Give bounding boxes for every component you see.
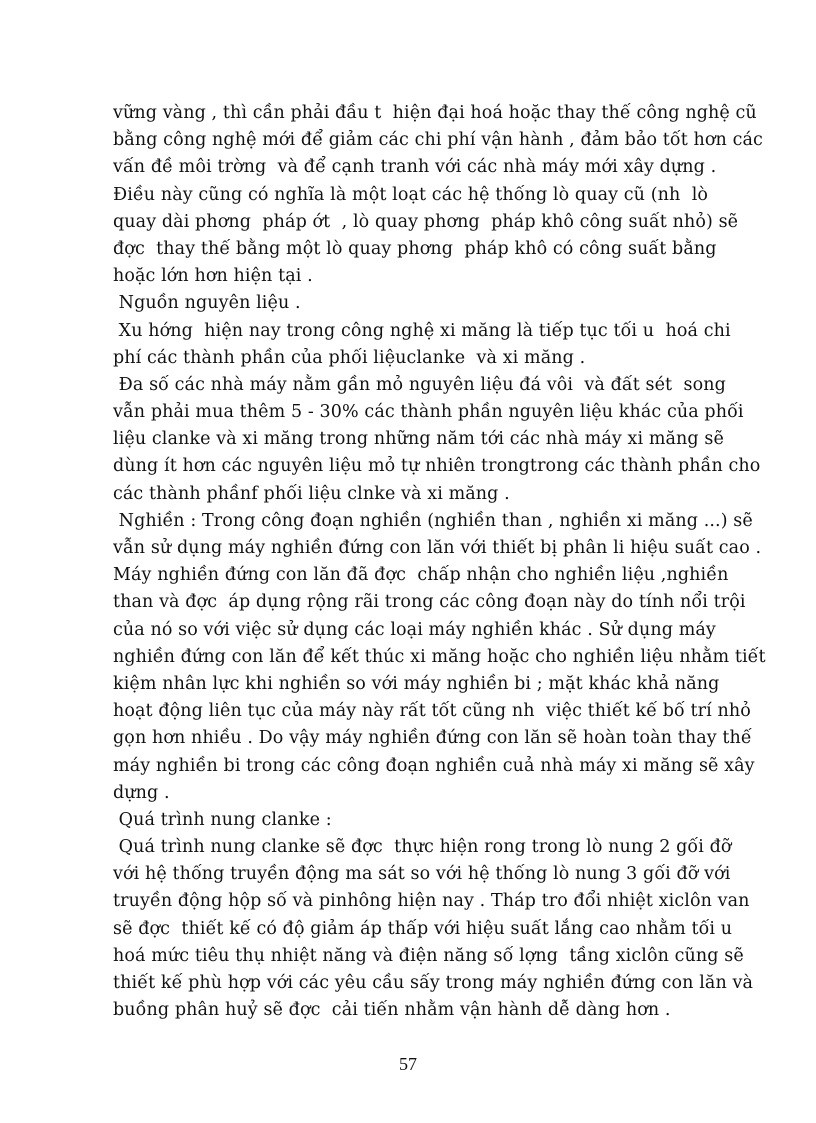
text-line: hoá mức tiêu thụ nhiệt năng và điện năng số lợng tầng xiclôn cũng sẽ bbox=[113, 945, 744, 966]
text-line: Xu hớng hiện nay trong công nghệ xi măng là tiếp tục tối u hoá chi bbox=[113, 320, 731, 341]
text-line: nghiền đứng con lăn để kết thúc xi măng hoặc cho nghiền liệu nhằm tiết bbox=[113, 646, 766, 667]
text-line: hoạt động liên tục của máy này rất tốt cũng nh việc thiết kế bố trí nhỏ bbox=[113, 701, 751, 722]
text-line: máy nghiền bi trong các công đoạn nghiền cuả nhà máy xi măng sẽ xây bbox=[113, 755, 755, 776]
text-line: dựng . bbox=[113, 782, 170, 803]
text-line: bằng công nghệ mới để giảm các chi phí vận hành , đảm bảo tốt hơn các bbox=[113, 130, 763, 151]
text-line: than và đợc áp dụng rộng rãi trong các công đoạn này do tính nổi trội bbox=[113, 592, 746, 613]
text-line: thiết kế phù hợp với các yêu cầu sấy trong máy nghiền đứng con lăn và bbox=[113, 973, 753, 993]
text-line: liệu clanke và xi măng trong những năm tới các nhà máy xi măng sẽ bbox=[113, 429, 724, 450]
text-line: quay dài phơng pháp ớt , lò quay phơng pháp khô công suất nhỏ) sẽ bbox=[113, 211, 739, 232]
text-line: Máy nghiền đứng con lăn đã đợc chấp nhận cho nghiền liệu ,nghiền bbox=[113, 565, 729, 586]
text-line: Điều này cũng có nghĩa là một loạt các hệ thống lò quay cũ (nh lò bbox=[113, 184, 709, 205]
text-line: với hệ thống truyền động ma sát so với hệ thống lò nung 3 gối đỡ với bbox=[113, 864, 731, 885]
text-line: Quá trình nung clanke : bbox=[113, 809, 332, 830]
text-line: Đa số các nhà máy nằm gần mỏ nguyên liệu đá vôi và đất sét song bbox=[113, 374, 726, 395]
text-line: các thành phầnf phối liệu clnke và xi măng . bbox=[113, 483, 510, 504]
body-text bbox=[113, 100, 773, 1024]
text-line: đợc thay thế bằng một lò quay phơng pháp khô có công suất bằng bbox=[113, 238, 717, 259]
text-line: vấn đề môi trờng và để cạnh tranh với các nhà máy mới xây dựng . bbox=[113, 157, 717, 178]
text-line: hoặc lớn hơn hiện tại . bbox=[113, 266, 313, 287]
text-line: kiệm nhân lực khi nghiền so với máy nghiền bi ; mặt khác khả năng bbox=[113, 673, 720, 694]
text-line: buồng phân huỷ sẽ đợc cải tiến nhằm vận hành dễ dàng hơn . bbox=[113, 1000, 671, 1021]
page-number: 57 bbox=[399, 1054, 417, 1074]
text-line: dùng ít hơn các nguyên liệu mỏ tự nhiên trongtrong các thành phần cho bbox=[113, 456, 761, 477]
text-line: Nghiền : Trong công đoạn nghiền (nghiền than , nghiền xi măng ...) sẽ bbox=[113, 510, 753, 531]
text-line: sẽ đợc thiết kế có độ giảm áp thấp với hiệu suất lắng cao nhằm tối u bbox=[113, 918, 733, 939]
text-line: vững vàng , thì cần phải đầu t hiện đại hoá hoặc thay thế công nghệ cũ bbox=[113, 103, 757, 123]
text-line: vẫn phải mua thêm 5 - 30% các thành phần nguyên liệu khác của phối bbox=[113, 402, 744, 423]
text-line: Nguồn nguyên liệu . bbox=[113, 293, 301, 314]
text-line: Quá trình nung clanke sẽ đợc thực hiện rong trong lò nung 2 gối đỡ bbox=[113, 837, 732, 858]
text-line: vẫn sử dụng máy nghiền đứng con lăn với thiết bị phân li hiệu suất cao . bbox=[113, 538, 762, 558]
text-line: gọn hơn nhiều . Do vậy máy nghiền đứng con lăn sẽ hoàn toàn thay thế bbox=[113, 728, 752, 749]
text-line: phí các thành phần của phối liệuclanke và xi măng . bbox=[113, 347, 586, 368]
text-line: của nó so với việc sử dụng các loại máy nghiền khác . Sử dụng máy bbox=[113, 619, 716, 640]
text-line: truyền động hộp số và pinhông hiện nay . Tháp tro đổi nhiệt xiclôn van bbox=[113, 891, 750, 912]
